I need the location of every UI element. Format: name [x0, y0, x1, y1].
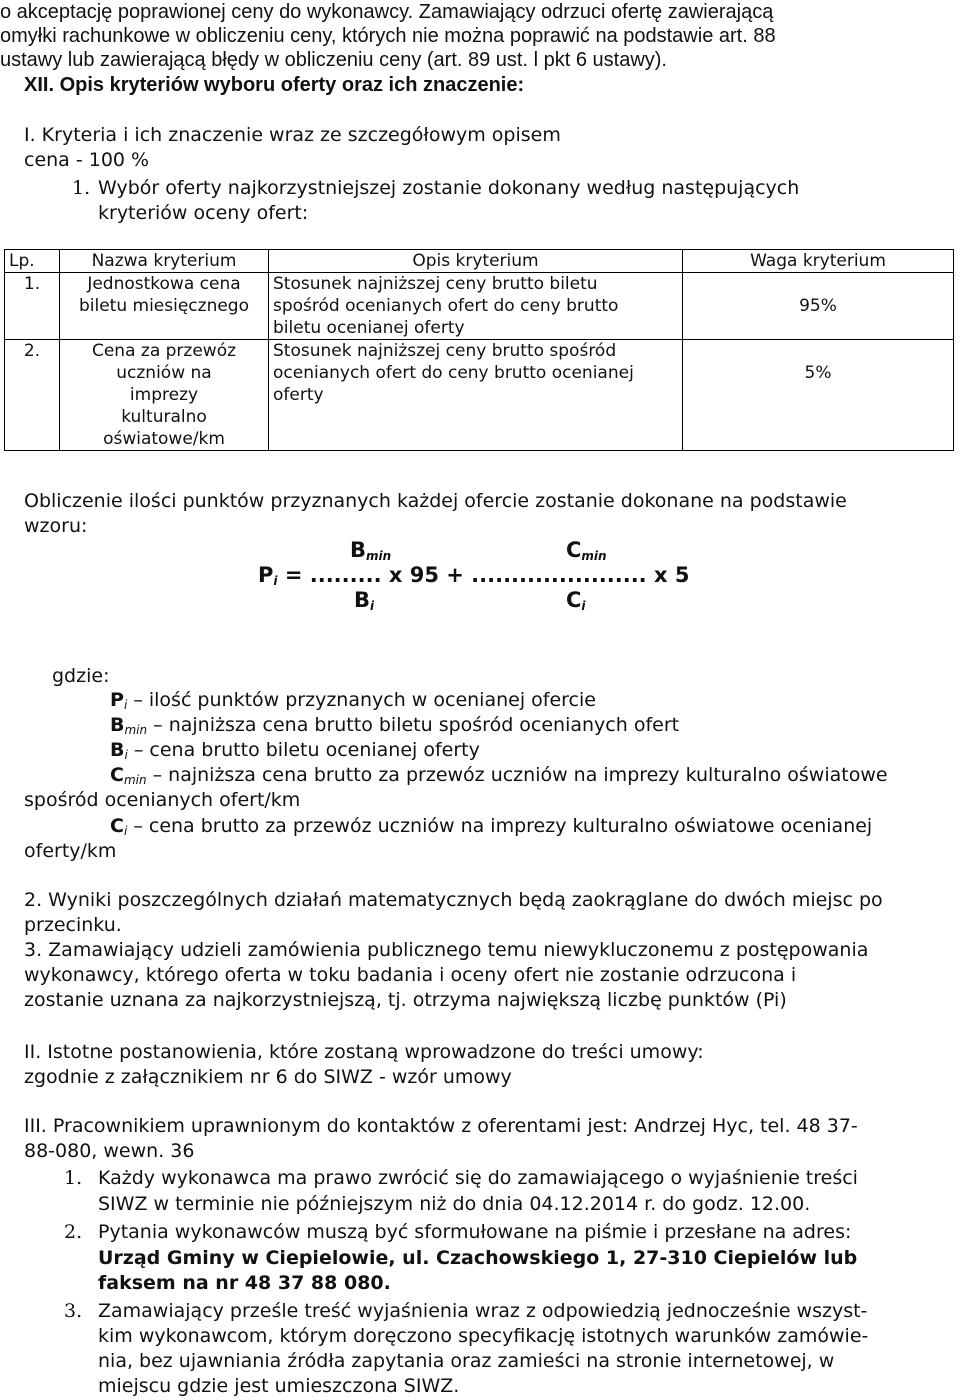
row-1-desc-line: Stosunek najniższej ceny brutto biletu: [273, 274, 598, 294]
section-i-title: I. Kryteria i ich znaczenie wraz ze szczegółowym opisem: [24, 124, 561, 146]
contact-item-1-line: Każdy wykonawca ma prawo zwrócić się do zamawiającego o wyjaśnienie treści: [98, 1167, 858, 1189]
row-2-name-line: oświatowe/km: [103, 429, 225, 449]
formula-cmin: $C_{min}$: [566, 538, 607, 563]
contact-item-3-line: nia, bez ujawniania źródła zapytania oraz zamieści na stronie internetowej, w: [98, 1350, 835, 1372]
contact-fax: faksem na nr 48 37 88 080.: [98, 1272, 391, 1294]
contact-item-1-number: 1.: [64, 1167, 83, 1189]
section-ii-line-1: II. Istotne postanowienia, które zostaną wprowadzone do treści umowy:: [24, 1041, 704, 1063]
formula-ci: $C_i$: [566, 588, 586, 613]
row-1-desc-line: spośród ocenianych ofert do ceny brutto: [273, 296, 619, 316]
contact-address: Urząd Gminy w Ciepielowie, ul. Czachowskiego 1, 27-310 Ciepielów lub: [98, 1247, 858, 1269]
legend-ci: $C_i$ – cena brutto za przewóz uczniów na imprezy kulturalno oświatowe ocenianej: [110, 815, 873, 838]
legend-cmin-cont: spośród ocenianych ofert/km: [24, 789, 301, 811]
header-weight: Waga kryterium: [683, 250, 954, 273]
contact-item-3-line: kim wykonawcom, którym doręczono specyfikację istotnych warunków zamówie-: [98, 1325, 869, 1347]
row-1-description: [269, 273, 683, 340]
intro-line-2: omyłki rachunkowe w obliczeniu ceny, których nie można poprawić na podstawie art. 88: [0, 25, 776, 47]
criteria-table: [4, 249, 954, 451]
row-2-weight: [683, 340, 954, 451]
contact-item-2-line: Pytania wykonawców muszą być sformułowane na piśmie i przesłane na adres:: [98, 1221, 852, 1243]
row-1-weight: [683, 273, 954, 340]
row-2-name-line: imprezy: [129, 385, 199, 405]
row-1-lp: 1.: [5, 273, 60, 340]
row-2-name-line: Cena za przewóz: [91, 341, 237, 361]
formula-main-line: $P_i$ = ......... x 95 + ...................... x 5: [258, 563, 690, 588]
intro-line-3: ustawy lub zawierającą błędy w obliczeniu ceny (art. 89 ust. l pkt 6 ustawy).: [0, 49, 667, 71]
row-1-name: [60, 273, 269, 340]
gdzie-label: gdzie:: [52, 665, 110, 687]
row-2-weight-value: 5%: [804, 363, 832, 383]
table-row: [5, 273, 954, 340]
point-3-line-3: zostanie uznana za najkorzystniejszą, tj. otrzyma największą liczbę punktów (Pi): [24, 989, 787, 1011]
calc-line-1: Obliczenie ilości punktów przyznanych każdej ofercie zostanie dokonane na podstawie: [24, 490, 847, 512]
row-2-desc-line: ocenianych ofert do ceny brutto ocenianej: [273, 363, 634, 383]
header-description: Opis kryterium: [269, 250, 683, 273]
legend-bi: $B_i$ – cena brutto biletu ocenianej oferty: [110, 739, 480, 762]
item-1-number: 1.: [72, 177, 91, 199]
legend-pi: $P_i$ – ilość punktów przyznanych w ocenianej ofercie: [110, 689, 596, 712]
intro-line-1: o akceptację poprawionej ceny do wykonawcy. Zamawiający odrzuci ofertę zawierającą: [0, 1, 774, 23]
row-2-name: [60, 340, 269, 451]
row-2-lp: 2.: [5, 340, 60, 451]
contact-item-3-line: Zamawiający prześle treść wyjaśnienia wraz z odpowiedzią jednocześnie wszyst-: [98, 1300, 868, 1322]
legend-cmin: $C_{min}$ – najniższa cena brutto za przewóz uczniów na imprezy kulturalno oświatowe: [110, 764, 888, 787]
section-heading-xii: XII. Opis kryteriów wyboru oferty oraz ich znaczenie:: [24, 74, 525, 96]
row-2-description: [269, 340, 683, 451]
row-2-desc-line: oferty: [273, 385, 324, 405]
row-1-weight-value: 95%: [799, 296, 837, 316]
item-1-line-1: Wybór oferty najkorzystniejszej zostanie dokonany według następujących: [98, 177, 800, 199]
contact-item-1-line: SIWZ w terminie nie późniejszym niż do dnia 04.12.2014 r. do godz. 12.00.: [98, 1193, 811, 1215]
legend-ci-cont: oferty/km: [24, 840, 117, 862]
legend-bmin: $B_{min}$ – najniższa cena brutto biletu spośród ocenianych ofert: [110, 714, 680, 737]
row-2-desc-line: Stosunek najniższej ceny brutto spośród: [273, 341, 617, 361]
contact-item-3-number: 3.: [64, 1300, 83, 1322]
point-3-line-1: 3. Zamawiający udzieli zamówienia publicznego temu niewykluczonemu z postępowania: [24, 939, 869, 961]
section-ii-line-2: zgodnie z załącznikiem nr 6 do SIWZ - wzór umowy: [24, 1066, 512, 1088]
cena-weight: cena - 100 %: [24, 149, 150, 171]
point-3-line-2: wykonawcy, którego oferta w toku badania i oceny ofert nie zostanie odrzucona i: [24, 964, 797, 986]
contact-item-3-line: miejscu gdzie jest umieszczona SIWZ.: [98, 1375, 460, 1397]
table-header-row: [5, 250, 954, 273]
formula-bi: $B_i$: [354, 588, 375, 613]
row-1-name-line: Jednostkowa cena: [87, 274, 241, 294]
section-iii-line-2: 88-080, wewn. 36: [24, 1140, 195, 1162]
section-iii-line-1: III. Pracownikiem uprawnionym do kontaktów z oferentami jest: Andrzej Hyc, tel. 48 37-: [24, 1115, 858, 1137]
table-row: [5, 340, 954, 451]
point-2-line-2: przecinku.: [24, 914, 122, 936]
formula-bmin: $B_{min}$: [350, 538, 392, 563]
row-1-name-line: biletu miesięcznego: [78, 296, 250, 316]
row-2-name-line: kulturalno: [121, 407, 207, 427]
contact-item-2-number: 2.: [64, 1221, 83, 1243]
point-2-line-1: 2. Wyniki poszczególnych działań matematycznych będą zaokrąglane do dwóch miejsc po: [24, 889, 883, 911]
item-1-line-2: kryteriów oceny ofert:: [98, 202, 309, 224]
header-name: Nazwa kryterium: [60, 250, 269, 273]
calc-line-2: wzoru:: [24, 515, 88, 537]
row-2-name-line: uczniów na: [116, 363, 212, 383]
row-1-desc-line: biletu ocenianej oferty: [273, 318, 465, 338]
header-lp: Lp.: [5, 250, 60, 273]
